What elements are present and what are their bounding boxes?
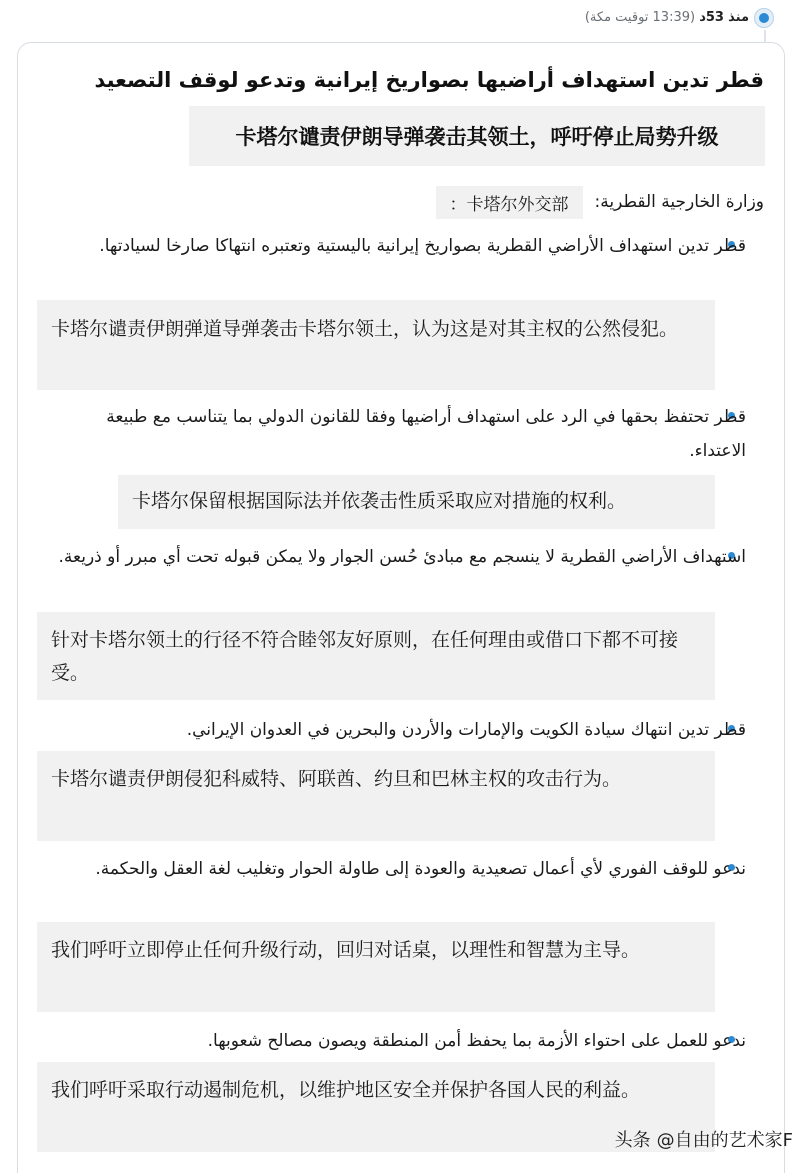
bullet-arabic-5: ندعو للوقف الفوري لأي أعمال تصعيدية والعودة إلى طاولة الحوار وتغليب لغة العقل والحكمة.: [95, 859, 746, 879]
source-label-arabic: وزارة الخارجية القطرية:: [594, 192, 764, 212]
headline-chinese: 卡塔尔谴责伊朗导弹袭击其领土，呼吁停止局势升级: [189, 106, 765, 166]
watermark-account: @自由的艺术家F: [656, 1130, 793, 1151]
post-timestamp: [585, 10, 749, 25]
bullet-arabic-3: استهداف الأراضي القطرية لا ينسجم مع مبادئ حُسن الجوار ولا يمكن قبوله تحت أي مبرر أو ذريعة.: [58, 547, 746, 567]
bullet-chinese-1: 卡塔尔谴责伊朗弹道导弹袭击卡塔尔领土，认为这是对其主权的公然侵犯。: [37, 300, 715, 390]
bullet-arabic-6: ندعو للعمل على احتواء الأزمة بما يحفظ أمن المنطقة ويصون مصالح شعوبها.: [207, 1031, 746, 1051]
bullet-arabic-4: قطر تدين انتهاك سيادة الكويت والإمارات والأردن والبحرين في العدوان الإيراني.: [186, 720, 746, 740]
timestamp-detail: (13:39 توقيت مكة): [584, 10, 696, 25]
bullet-chinese-2: 卡塔尔保留根据国际法并依袭击性质采取应对措施的权利。: [118, 475, 715, 529]
bullet-chinese-5: 我们呼吁立即停止任何升级行动，回归对话桌，以理性和智慧为主导。: [37, 922, 715, 1012]
source-row: [436, 186, 765, 218]
timestamp-prefix: منذ: [728, 10, 749, 25]
headline-arabic: قطر تدين استهداف أراضيها بصواريخ إيرانية وتدعو لوقف التصعيد: [94, 68, 764, 92]
bullet-arabic-1: قطر تدين استهداف الأراضي القطرية بصواريخ إيرانية باليستية وتعتبره انتهاكا صارخا لسيادتها.: [99, 236, 746, 256]
watermark-platform: 头条: [614, 1130, 651, 1151]
watermark: [615, 1126, 793, 1152]
timestamp-ago: 53د: [699, 10, 724, 25]
bullet-chinese-3: 针对卡塔尔领土的行径不符合睦邻友好原则，在任何理由或借口下都不可接受。: [37, 612, 715, 700]
bullet-chinese-6: 我们呼吁采取行动遏制危机，以维护地区安全并保护各国人民的利益。: [37, 1062, 715, 1152]
bullet-chinese-4: 卡塔尔谴责伊朗侵犯科威特、阿联酋、约旦和巴林主权的攻击行为。: [37, 751, 715, 841]
bullet-arabic-2: قطر تحتفظ بحقها في الرد على استهداف أراضيها وفقا للقانون الدولي بما يتناسب مع طبيعة الاعتداء.: [106, 407, 746, 461]
timeline-marker-icon: [754, 8, 774, 28]
source-label-chinese: ：卡塔尔外交部: [436, 186, 583, 219]
